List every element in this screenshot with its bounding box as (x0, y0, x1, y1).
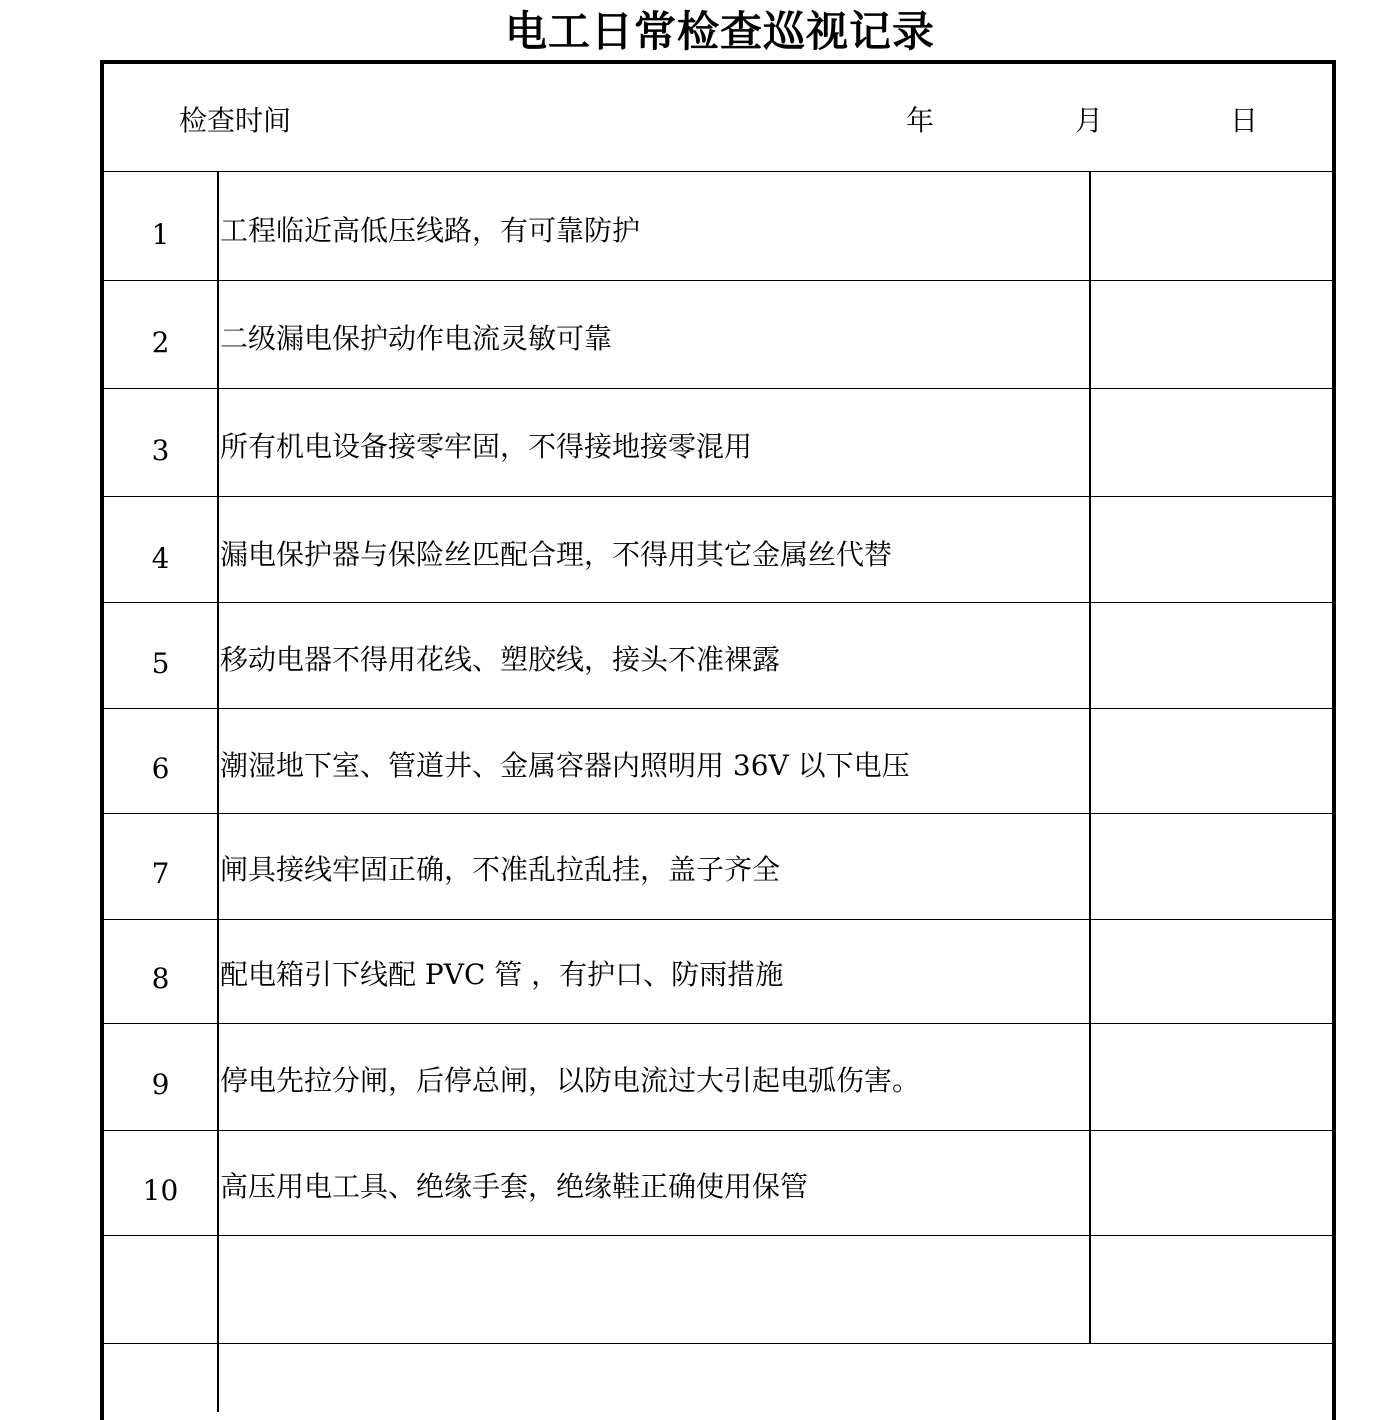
table-row (104, 281, 1332, 389)
page-title: 电工日常检查巡视记录 (504, 7, 935, 56)
year-label: 年 (906, 104, 935, 137)
check-item-text: 高压用电工具、绝缘手套，绝缘鞋正确使用保管 (220, 1170, 809, 1203)
inspection-date-label: 检查时间 (179, 104, 292, 137)
row-number: 2 (151, 326, 170, 359)
inspection-date-row (104, 64, 1332, 172)
table-row (104, 172, 1332, 281)
table-row (104, 814, 1332, 920)
check-item-text: 漏电保护器与保险丝匹配合理，不得用其它金属丝代替 (220, 538, 893, 571)
table-row (104, 1131, 1332, 1236)
check-item-text: 潮湿地下室、管道井、金属容器内照明用 36V 以下电压 (220, 749, 910, 782)
check-item-text: 所有机电设备接零牢固，不得接地接零混用 (220, 430, 753, 463)
table-row (104, 709, 1332, 814)
row-number: 3 (151, 434, 170, 467)
check-item-text: 移动电器不得用花线、塑胶线，接头不准裸露 (220, 643, 781, 676)
day-label: 日 (1230, 104, 1259, 137)
check-item-text: 停电先拉分闸，后停总闸，以防电流过大引起电弧伤害。 (220, 1064, 921, 1097)
row-number: 9 (151, 1068, 170, 1101)
table-row (104, 497, 1332, 603)
table-row (104, 1236, 1332, 1344)
row-number: 6 (151, 752, 170, 785)
row-number: 1 (151, 218, 170, 251)
table-row (104, 1024, 1332, 1131)
table-row (104, 920, 1332, 1024)
row-number: 8 (151, 962, 170, 995)
check-item-text: 闸具接线牢固正确，不准乱拉乱挂，盖子齐全 (220, 853, 781, 886)
table-row (104, 603, 1332, 709)
check-item-text: 配电箱引下线配 PVC 管 ，有护口、防雨措施 (220, 958, 784, 991)
table-row (104, 389, 1332, 497)
check-item-text: 工程临近高低压线路，有可靠防护 (220, 214, 641, 247)
row-number: 4 (151, 542, 170, 575)
row-number: 7 (151, 857, 170, 890)
row-number: 5 (151, 647, 170, 680)
row-number: 10 (142, 1174, 179, 1207)
month-label: 月 (1075, 104, 1104, 137)
check-item-text: 二级漏电保护动作电流灵敏可靠 (220, 322, 613, 355)
